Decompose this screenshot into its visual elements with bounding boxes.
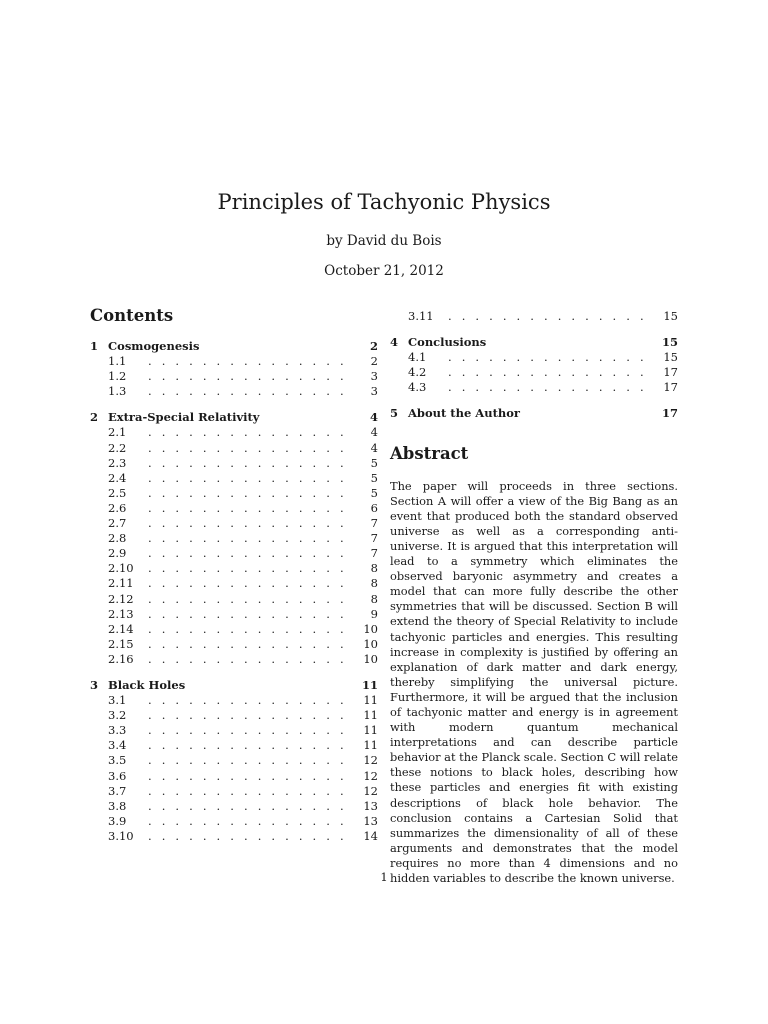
toc-dot-leader: [148, 354, 354, 369]
toc-subsection-entry[interactable]: [90, 784, 378, 799]
toc-page-number: 4: [369, 410, 378, 425]
toc-subsection-entry[interactable]: [390, 365, 678, 380]
toc-subsection-number: 2.11: [108, 576, 134, 591]
toc-subsection-number: 3.4: [108, 738, 127, 753]
toc-subsection-number: 2.14: [108, 621, 134, 636]
toc-section-entry[interactable]: [90, 339, 378, 354]
toc-subsection-entry[interactable]: [90, 516, 378, 531]
toc-subsection-number: 2.3: [108, 455, 127, 470]
toc-dot-leader: [148, 471, 354, 486]
toc-subsection-number: 2.9: [108, 546, 127, 561]
toc-dot-leader: [148, 814, 354, 829]
toc-section-group: [90, 678, 378, 844]
contents-heading: Contents: [90, 306, 174, 325]
toc-page-number: 8: [370, 576, 378, 591]
toc-subsection-number: 3.11: [408, 309, 434, 323]
toc-section-entry[interactable]: [390, 335, 678, 350]
toc-subsection-entry[interactable]: [90, 441, 378, 456]
toc-dot-leader: [148, 486, 354, 501]
toc-dot-leader: [148, 516, 354, 531]
toc-page-number: 10: [363, 621, 378, 636]
toc-page-number: 10: [363, 651, 378, 666]
toc-dot-leader: [448, 380, 654, 395]
toc-page-number: 3: [370, 369, 378, 384]
toc-subsection-number: 3.10: [108, 828, 134, 843]
toc-section-entry[interactable]: [390, 406, 678, 421]
toc-subsection-entry[interactable]: [90, 829, 378, 844]
toc-subsection-number: 2.5: [108, 485, 127, 500]
toc-dot-leader: [148, 637, 354, 652]
toc-page-number: 2: [370, 354, 378, 369]
toc-subsection-entry[interactable]: [90, 592, 378, 607]
toc-page-number: 9: [370, 606, 378, 621]
toc-subsection-entry[interactable]: [90, 769, 378, 784]
toc-page-number: 10: [363, 636, 378, 651]
toc-dot-leader: [148, 425, 354, 440]
toc-section-group: [90, 339, 378, 399]
toc-dot-leader: [148, 501, 354, 516]
toc-page-number: 6: [370, 500, 378, 515]
toc-subsection-entry[interactable]: [90, 814, 378, 829]
toc-dot-leader: [148, 769, 354, 784]
toc-page-number: 11: [363, 738, 378, 753]
toc-dot-leader: [148, 738, 354, 753]
toc-section-entry[interactable]: [90, 678, 378, 693]
toc-section-number: 4: [390, 335, 399, 350]
toc-section-title: Cosmogenesis: [108, 339, 200, 353]
toc-page-number: 7: [370, 546, 378, 561]
toc-subsection-entry[interactable]: [390, 350, 678, 365]
toc-page-number: 7: [370, 531, 378, 546]
toc-subsection-number: 2.15: [108, 636, 134, 651]
toc-subsection-entry[interactable]: [90, 693, 378, 708]
toc-dot-leader: [448, 365, 654, 380]
toc-section-title: Extra-Special Relativity: [108, 410, 260, 425]
toc-subsection-entry[interactable]: [90, 708, 378, 723]
toc-subsection-entry[interactable]: [90, 384, 378, 399]
toc-section-title: Conclusions: [408, 335, 487, 350]
toc-subsection-entry[interactable]: [90, 723, 378, 738]
toc-subsection-entry[interactable]: [90, 486, 378, 501]
toc-page-number: 2: [369, 339, 378, 353]
toc-subsection-entry[interactable]: [90, 753, 378, 768]
toc-subsection-entry[interactable]: [90, 607, 378, 622]
toc-subsection-number: 3.7: [108, 783, 127, 798]
toc-subsection-entry[interactable]: [390, 380, 678, 395]
toc-dot-leader: [148, 369, 354, 384]
toc-page-number: 8: [370, 561, 378, 576]
toc-page-number: 15: [663, 309, 678, 323]
toc-section-number: 3: [90, 677, 99, 692]
toc-page-number: 17: [663, 365, 678, 380]
toc-subsection-number: 2.1: [108, 425, 127, 440]
toc-subsection-number: 2.8: [108, 531, 127, 546]
toc-page-number: 13: [363, 813, 378, 828]
toc-section-group: [390, 335, 678, 395]
toc-page-number: 15: [662, 335, 679, 350]
toc-subsection-number: 3.6: [108, 768, 127, 783]
toc-section-number: 1: [90, 339, 99, 353]
toc-subsection-number: 4.2: [408, 365, 427, 380]
toc-subsection-entry[interactable]: [90, 456, 378, 471]
toc-dot-leader: [148, 561, 354, 576]
toc-subsection-entry[interactable]: [90, 369, 378, 384]
toc-subsection-number: 3.8: [108, 798, 127, 813]
toc-subsection-number: 3.3: [108, 723, 127, 738]
toc-subsection-number: 2.12: [108, 591, 134, 606]
toc-page-number: 12: [363, 768, 378, 783]
toc-subsection-entry[interactable]: [90, 799, 378, 814]
toc-subsection-number: 2.2: [108, 440, 127, 455]
toc-subsection-entry[interactable]: [90, 652, 378, 667]
paper-author: by David du Bois: [326, 233, 442, 249]
toc-subsection-number: 3.1: [108, 693, 127, 708]
toc-left: [90, 339, 378, 844]
toc-dot-leader: [148, 592, 354, 607]
toc-subsection-entry[interactable]: [90, 622, 378, 637]
toc-dot-leader: [148, 441, 354, 456]
toc-dot-leader: [148, 784, 354, 799]
paper-date: October 21, 2012: [324, 263, 444, 279]
toc-section-title: Black Holes: [108, 677, 186, 692]
toc-page-number: 3: [370, 384, 378, 399]
page-number: 1: [380, 870, 388, 884]
toc-dot-leader: [148, 607, 354, 622]
paper-title: Principles of Tachyonic Physics: [217, 190, 551, 214]
toc-section-title: About the Author: [408, 406, 520, 421]
toc-page-number: 4: [370, 440, 378, 455]
toc-subsection-entry[interactable]: [90, 561, 378, 576]
toc-subsection-entry[interactable]: [90, 471, 378, 486]
abstract-heading: Abstract: [390, 443, 469, 463]
toc-subsection-number: 3.5: [108, 753, 127, 768]
toc-subsection-number: 2.7: [108, 516, 127, 531]
toc-dot-leader: [148, 531, 354, 546]
toc-dot-leader: [148, 723, 354, 738]
toc-subsection-number: 2.10: [108, 561, 134, 576]
toc-dot-leader: [448, 350, 654, 365]
toc-dot-leader: [148, 546, 354, 561]
toc-subsection-entry[interactable]: [90, 546, 378, 561]
toc-subsection-number: 1.1: [108, 354, 127, 369]
toc-page-number: 12: [363, 783, 378, 798]
toc-subsection-number: 2.13: [108, 606, 134, 621]
toc-dot-leader: [148, 829, 354, 844]
toc-page-number: 14: [363, 828, 378, 843]
toc-dot-leader: [148, 456, 354, 471]
toc-page-number: 5: [370, 485, 378, 500]
toc-subsection-entry[interactable]: [90, 738, 378, 753]
toc-page-number: 11: [363, 693, 378, 708]
toc-section-group: [90, 410, 378, 667]
toc-subsection-entry[interactable]: [90, 501, 378, 516]
toc-dot-leader: [148, 576, 354, 591]
toc-subsection-number: 3.2: [108, 708, 127, 723]
toc-subsection-number: 4.1: [408, 350, 427, 365]
toc-page-number: 5: [370, 455, 378, 470]
toc-subsection-number: 1.3: [108, 384, 127, 399]
toc-dot-leader: [448, 309, 654, 324]
toc-subsection-entry[interactable]: [90, 531, 378, 546]
toc-subsection-number: 3.9: [108, 813, 127, 828]
toc-section-group: [390, 406, 678, 421]
toc-dot-leader: [148, 693, 354, 708]
toc-dot-leader: [148, 799, 354, 814]
abstract-text: The paper will proceeds in three sections. Section A will offer a view of the Big Bang as an event that produced both the standard observed universe as well as a corresponding anti-universe. It is argued that this interpretation will lead to a symmetry which eliminates the observed baryonic asymmetry and creates a model that can more fully describe the other symmetries that will be discussed. Section B will extend the theory of Special Relativity to include tachyonic particles and energies. This resulting increase in complexity is justified by offering an explanation of dark matter and dark energy, thereby simplifying the universal picture. Furthermore, it will be argued that the inclusion of tachyonic matter and energy is in agreement with modern quantum mechanical interpretations and can describe particle behavior at the Planck scale. Section C will relate these notions to black holes, describing how these particles and energies fit with existing descriptions of black hole behavior. The conclusion contains a Cartesian Solid that summarizes the dimensionality of all of these arguments and demonstrates that the model requires no more than 4 dimensions and no hidden variables to describe the known universe.: [390, 478, 678, 885]
toc-dot-leader: [148, 708, 354, 723]
toc-page-number: 17: [662, 406, 679, 421]
toc-page-number: 13: [363, 798, 378, 813]
toc-dot-leader: [148, 652, 354, 667]
toc-continued: [390, 309, 678, 324]
toc-subsection-number: 2.4: [108, 470, 127, 485]
toc-page-number: 4: [370, 425, 378, 440]
toc-dot-leader: [148, 384, 354, 399]
toc-page-number: 5: [370, 470, 378, 485]
toc-page-number: 15: [663, 350, 678, 365]
toc-section-number: 5: [390, 406, 399, 421]
toc-dot-leader: [148, 753, 354, 768]
toc-subsection-entry[interactable]: [390, 309, 678, 324]
toc-dot-leader: [148, 622, 354, 637]
toc-subsection-number: 2.16: [108, 651, 134, 666]
toc-subsection-entry[interactable]: [90, 576, 378, 591]
toc-page-number: 17: [663, 380, 678, 395]
left-column: [90, 305, 378, 855]
toc-page-number: 11: [363, 723, 378, 738]
toc-subsection-entry[interactable]: [90, 637, 378, 652]
toc-subsection-entry[interactable]: [90, 425, 378, 440]
toc-section-entry[interactable]: [90, 410, 378, 425]
toc-page-number: 12: [363, 753, 378, 768]
toc-right: [390, 335, 678, 421]
toc-subsection-number: 1.2: [108, 369, 127, 384]
toc-page-number: 11: [363, 708, 378, 723]
toc-subsection-number: 2.6: [108, 500, 127, 515]
title-block: [0, 188, 768, 280]
toc-subsection-number: 4.3: [408, 380, 427, 395]
right-column: [390, 309, 678, 886]
toc-page-number: 11: [362, 677, 379, 692]
toc-page-number: 7: [370, 516, 378, 531]
toc-page-number: 8: [370, 591, 378, 606]
toc-subsection-entry[interactable]: [90, 354, 378, 369]
toc-section-number: 2: [90, 410, 99, 425]
